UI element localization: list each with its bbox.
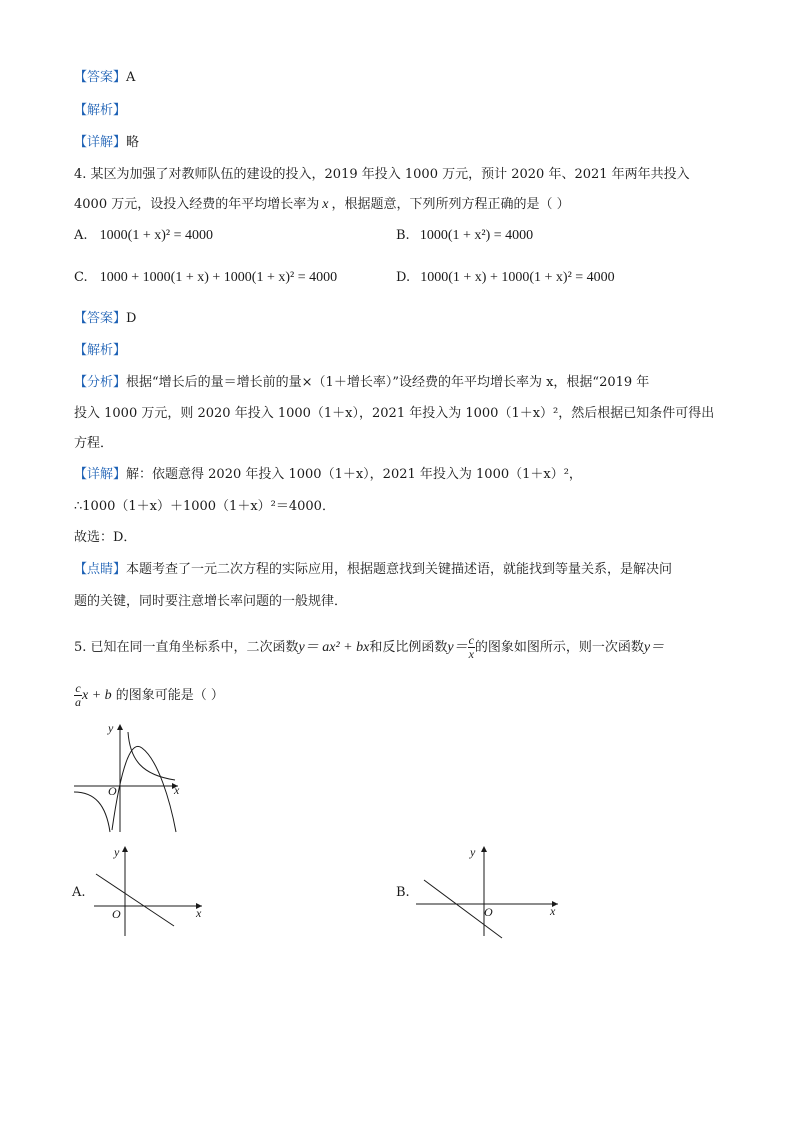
quadratic-expr: y＝ ax² + bx (298, 640, 370, 655)
q4-detail-line1: 【详解】解：依题意得 2020 年投入 1000（1＋x），2021 年投入为 1000（1＋x）²， (74, 467, 582, 482)
origin-label: O (112, 907, 121, 921)
option-b-math: 1000(1 + x²) = 4000 (419, 228, 534, 243)
q5-stem-line2: $\frac{c}{a}$ x + b 的图象可能是（ ） (75, 681, 224, 709)
q5-option-b-label[interactable]: B. (396, 885, 410, 900)
detail-tag: 【详解】 (74, 467, 127, 482)
y-axis-arrow (122, 846, 128, 852)
y-axis-label: y (470, 845, 476, 859)
q4-stem-line2: 4000 万元，设投入经费的年平均增长率为 x ，根据题意，下列所列方程正确的是（ ） (74, 197, 570, 212)
q4-stem-line1: 4. 某区为加强了对教师队伍的建设的投入，2019 年投入 1000 万元，预计 2020 年、2021 年两年共投入 (74, 167, 690, 182)
origin-label: O (108, 784, 117, 798)
detail-tag: 【详解】 (74, 135, 127, 150)
q3-detail-text: 略 (126, 135, 140, 150)
q5-option-a-graph[interactable] (90, 842, 210, 942)
x-axis-label: x (174, 783, 180, 797)
c-over-x-fraction: $\frac{c}{x}$ (468, 633, 474, 661)
q5-option-a-label[interactable]: A. (72, 885, 86, 900)
origin-label: O (484, 905, 493, 919)
q4-option-b[interactable]: B. 1000(1 + x²) = 4000 (396, 228, 534, 243)
q4-option-a[interactable]: A. 1000(1 + x)² = 4000 (74, 228, 213, 243)
y-axis-label: y (114, 845, 120, 859)
q3-answer-line (74, 66, 135, 85)
q3-answer-value: A (126, 70, 136, 85)
q4-analyze-line1: 【分析】根据“增长后的量＝增长前的量×（1＋增长率）”设经费的年平均增长率为 x，根据“2019 年 (74, 375, 650, 390)
option-a-math: 1000(1 + x)² = 4000 (99, 228, 213, 243)
y-axis-arrow (117, 724, 123, 730)
answer-tag: 【答案】 (74, 70, 127, 85)
q4-analyze-line3: 方程． (74, 436, 114, 451)
q4-analysis-tag: 【解析】 (74, 343, 127, 358)
q4-option-c[interactable]: C. 1000 + 1000(1 + x) + 1000(1 + x)² = 4000 (74, 270, 338, 285)
q4-comment-line2: 题的关键，同时要注意增长率问题的一般规律． (74, 594, 348, 609)
linear-function-line (96, 874, 174, 926)
q4-analyze-line2: 投入 1000 万元，则 2020 年投入 1000（1＋x），2021 年投入为 1000（1＋x）²，然后根据已知条件可得出 (74, 406, 715, 421)
var-x: x (322, 197, 329, 212)
q4-answer-value: D (126, 311, 137, 326)
y-axis-label: y (108, 721, 114, 735)
hyperbola-branch-3 (74, 792, 110, 832)
q4-choose-line: 故选：D． (74, 530, 137, 545)
q3-analysis-tag: 【解析】 (74, 103, 127, 118)
q4-answer-line (74, 307, 136, 326)
option-c-math: 1000 + 1000(1 + x) + 1000(1 + x)² = 4000 (99, 270, 338, 285)
q5-option-b-graph[interactable] (412, 842, 562, 942)
x-axis-label: x (550, 904, 556, 918)
y-axis-arrow (481, 846, 487, 852)
analyze-tag: 【分析】 (74, 375, 127, 390)
answer-tag: 【答案】 (74, 311, 127, 326)
option-d-math: 1000(1 + x) + 1000(1 + x)² = 4000 (420, 270, 615, 285)
q4-comment-line1: 【点睛】本题考查了一元二次方程的实际应用，根据题意找到关键描述语，就能找到等量关系，是解决问 (74, 562, 673, 577)
q5-main-graph (70, 720, 190, 835)
comment-tag: 【点睛】 (74, 562, 127, 577)
parabola-curve (112, 746, 176, 832)
q4-option-d[interactable]: D. 1000(1 + x) + 1000(1 + x)² = 4000 (396, 270, 615, 285)
q4-detail-line2: ∴1000（1＋x）＋1000（1＋x）²＝4000． (74, 499, 335, 514)
q5-stem-line1: 5. 已知在同一直角坐标系中，二次函数y＝ ax² + bx和反比例函数y＝ $\frac{c}{x}$ 的图象如图所示，则一次函数y＝ (74, 633, 665, 661)
c-over-a-fraction: $\frac{c}{a}$ (75, 681, 81, 709)
x-axis-label: x (196, 906, 202, 920)
q3-detail-line (74, 131, 139, 150)
hyperbola-branch-1 (128, 732, 175, 780)
